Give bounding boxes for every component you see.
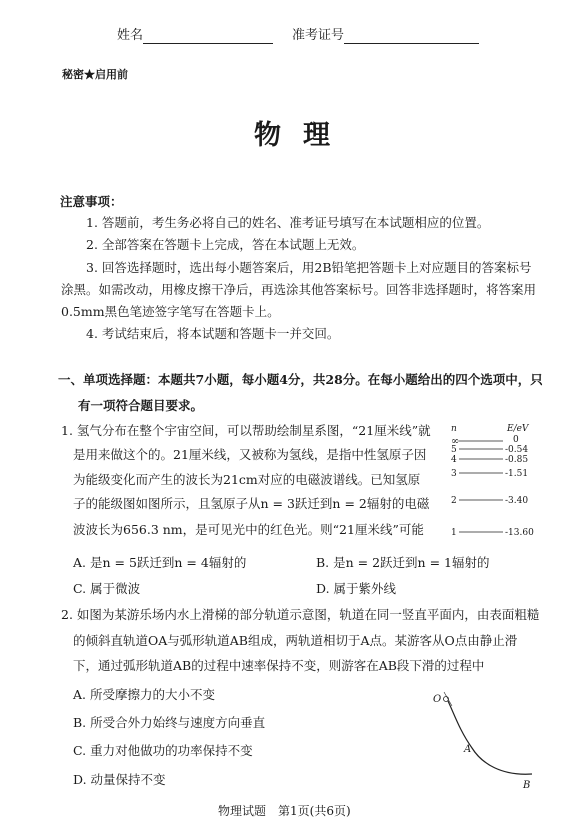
q1-option-a: A. 是n = 5跃迁到n = 4辐射的	[73, 555, 247, 570]
label-b: B	[523, 780, 531, 791]
page-title: 物理	[254, 120, 352, 151]
q1-option-d: D. 属于紫外线	[316, 581, 397, 596]
q1-stem-1: 1. 氢气分布在整个宇宙空间，可以帮助绘制星系图，“21厘米线”就	[61, 423, 431, 438]
energy-level-diagram	[445, 422, 555, 540]
notice-item-3-cont2: 0.5mm黑色笔迹签字笔写在答题卡上。	[61, 304, 280, 319]
level-2-e: -3.40	[505, 496, 529, 506]
secret-mark: 秘密★启用前	[62, 68, 128, 81]
level-3-e: -1.51	[505, 469, 529, 479]
section-heading: 一、单项选择题：本题共7小题，每小题4分，共28分。在每小题给出的四个选项中，只	[58, 372, 543, 387]
q2-option-d: D. 动量保持不变	[73, 772, 166, 787]
slide-track-diagram	[420, 686, 560, 796]
slide-track	[448, 701, 532, 774]
q1-stem-5: 波波长为656.3 nm，是可见光中的红色光。则“21厘米线”可能	[73, 522, 424, 537]
exam-number-field	[292, 27, 479, 44]
level-1-n: 1	[451, 528, 457, 538]
q2-option-a: A. 所受摩擦力的大小不变	[73, 687, 215, 702]
q2-stem-1: 2. 如图为某游乐场内水上滑梯的部分轨道示意图，轨道在同一竖直平面内，由表面粗糙	[61, 607, 540, 622]
name-label: 姓名	[117, 28, 144, 43]
n-axis-label: n	[451, 424, 457, 434]
track-tick	[444, 692, 452, 706]
level-4-n: 4	[451, 455, 457, 465]
notice-item-1: 1. 答题前，考生务必将自己的姓名、准考证号填写在本试题相应的位置。	[86, 215, 490, 230]
level-3-n: 3	[451, 469, 457, 479]
notice-item-3-cont: 涂黑。如需改动，用橡皮擦干净后，再选涂其他答案标号。回答非选择题时，将答案用	[61, 282, 537, 297]
notice-heading: 注意事项：	[60, 194, 123, 209]
level-4-e: -0.85	[505, 455, 529, 465]
exam-number-label: 准考证号	[292, 28, 345, 43]
level-5-e: -0.54	[505, 445, 529, 455]
notice-item-2: 2. 全部答案在答题卡上完成，答在本试题上无效。	[86, 237, 365, 252]
label-o: O	[433, 694, 442, 705]
q2-option-c: C. 重力对他做功的功率保持不变	[73, 743, 253, 758]
section-heading-cont: 有一项符合题目要求。	[78, 398, 204, 413]
level-1-e: -13.60	[505, 528, 534, 538]
level-inf-n: ∞	[451, 436, 460, 447]
notice-item-4: 4. 考试结束后，将本试题和答题卡一并交回。	[86, 326, 340, 341]
name-field	[117, 27, 273, 44]
q2-stem-3: 下，通过弧形轨道AB的过程中速率保持不变，则游客在AB段下滑的过程中	[73, 658, 485, 673]
level-5-n: 5	[451, 445, 457, 455]
page-footer: 物理试题 第1页(共6页)	[218, 804, 351, 818]
name-blank	[143, 29, 273, 44]
exam-number-blank	[344, 29, 479, 44]
q1-stem-4: 子的能级图如图所示，且氢原子从n = 3跃迁到n = 2辐射的电磁	[73, 496, 430, 511]
q2-option-b: B. 所受合外力始终与速度方向垂直	[73, 715, 266, 730]
level-inf-e: 0	[513, 435, 519, 445]
energy-axis-label: E/eV	[507, 424, 529, 434]
q2-stem-2: 的倾斜直轨道OA与弧形轨道AB组成，两轨道相切于A点。某游客从O点由静止滑	[73, 633, 518, 648]
q1-stem-2: 是用来做这个的。21厘米线，又被称为氢线，是指中性氢原子因	[73, 447, 427, 462]
q1-option-c: C. 属于微波	[73, 581, 141, 596]
notice-item-3: 3. 回答选择题时，选出每小题答案后，用2B铅笔把答题卡上对应题目的答案标号	[86, 260, 532, 275]
label-a: A	[464, 744, 472, 755]
q1-stem-3: 为能级变化而产生的波长为21cm对应的电磁波谱线。已知氢原	[73, 472, 421, 487]
q1-option-b: B. 是n = 2跃迁到n = 1辐射的	[316, 555, 490, 570]
level-2-n: 2	[451, 496, 457, 506]
